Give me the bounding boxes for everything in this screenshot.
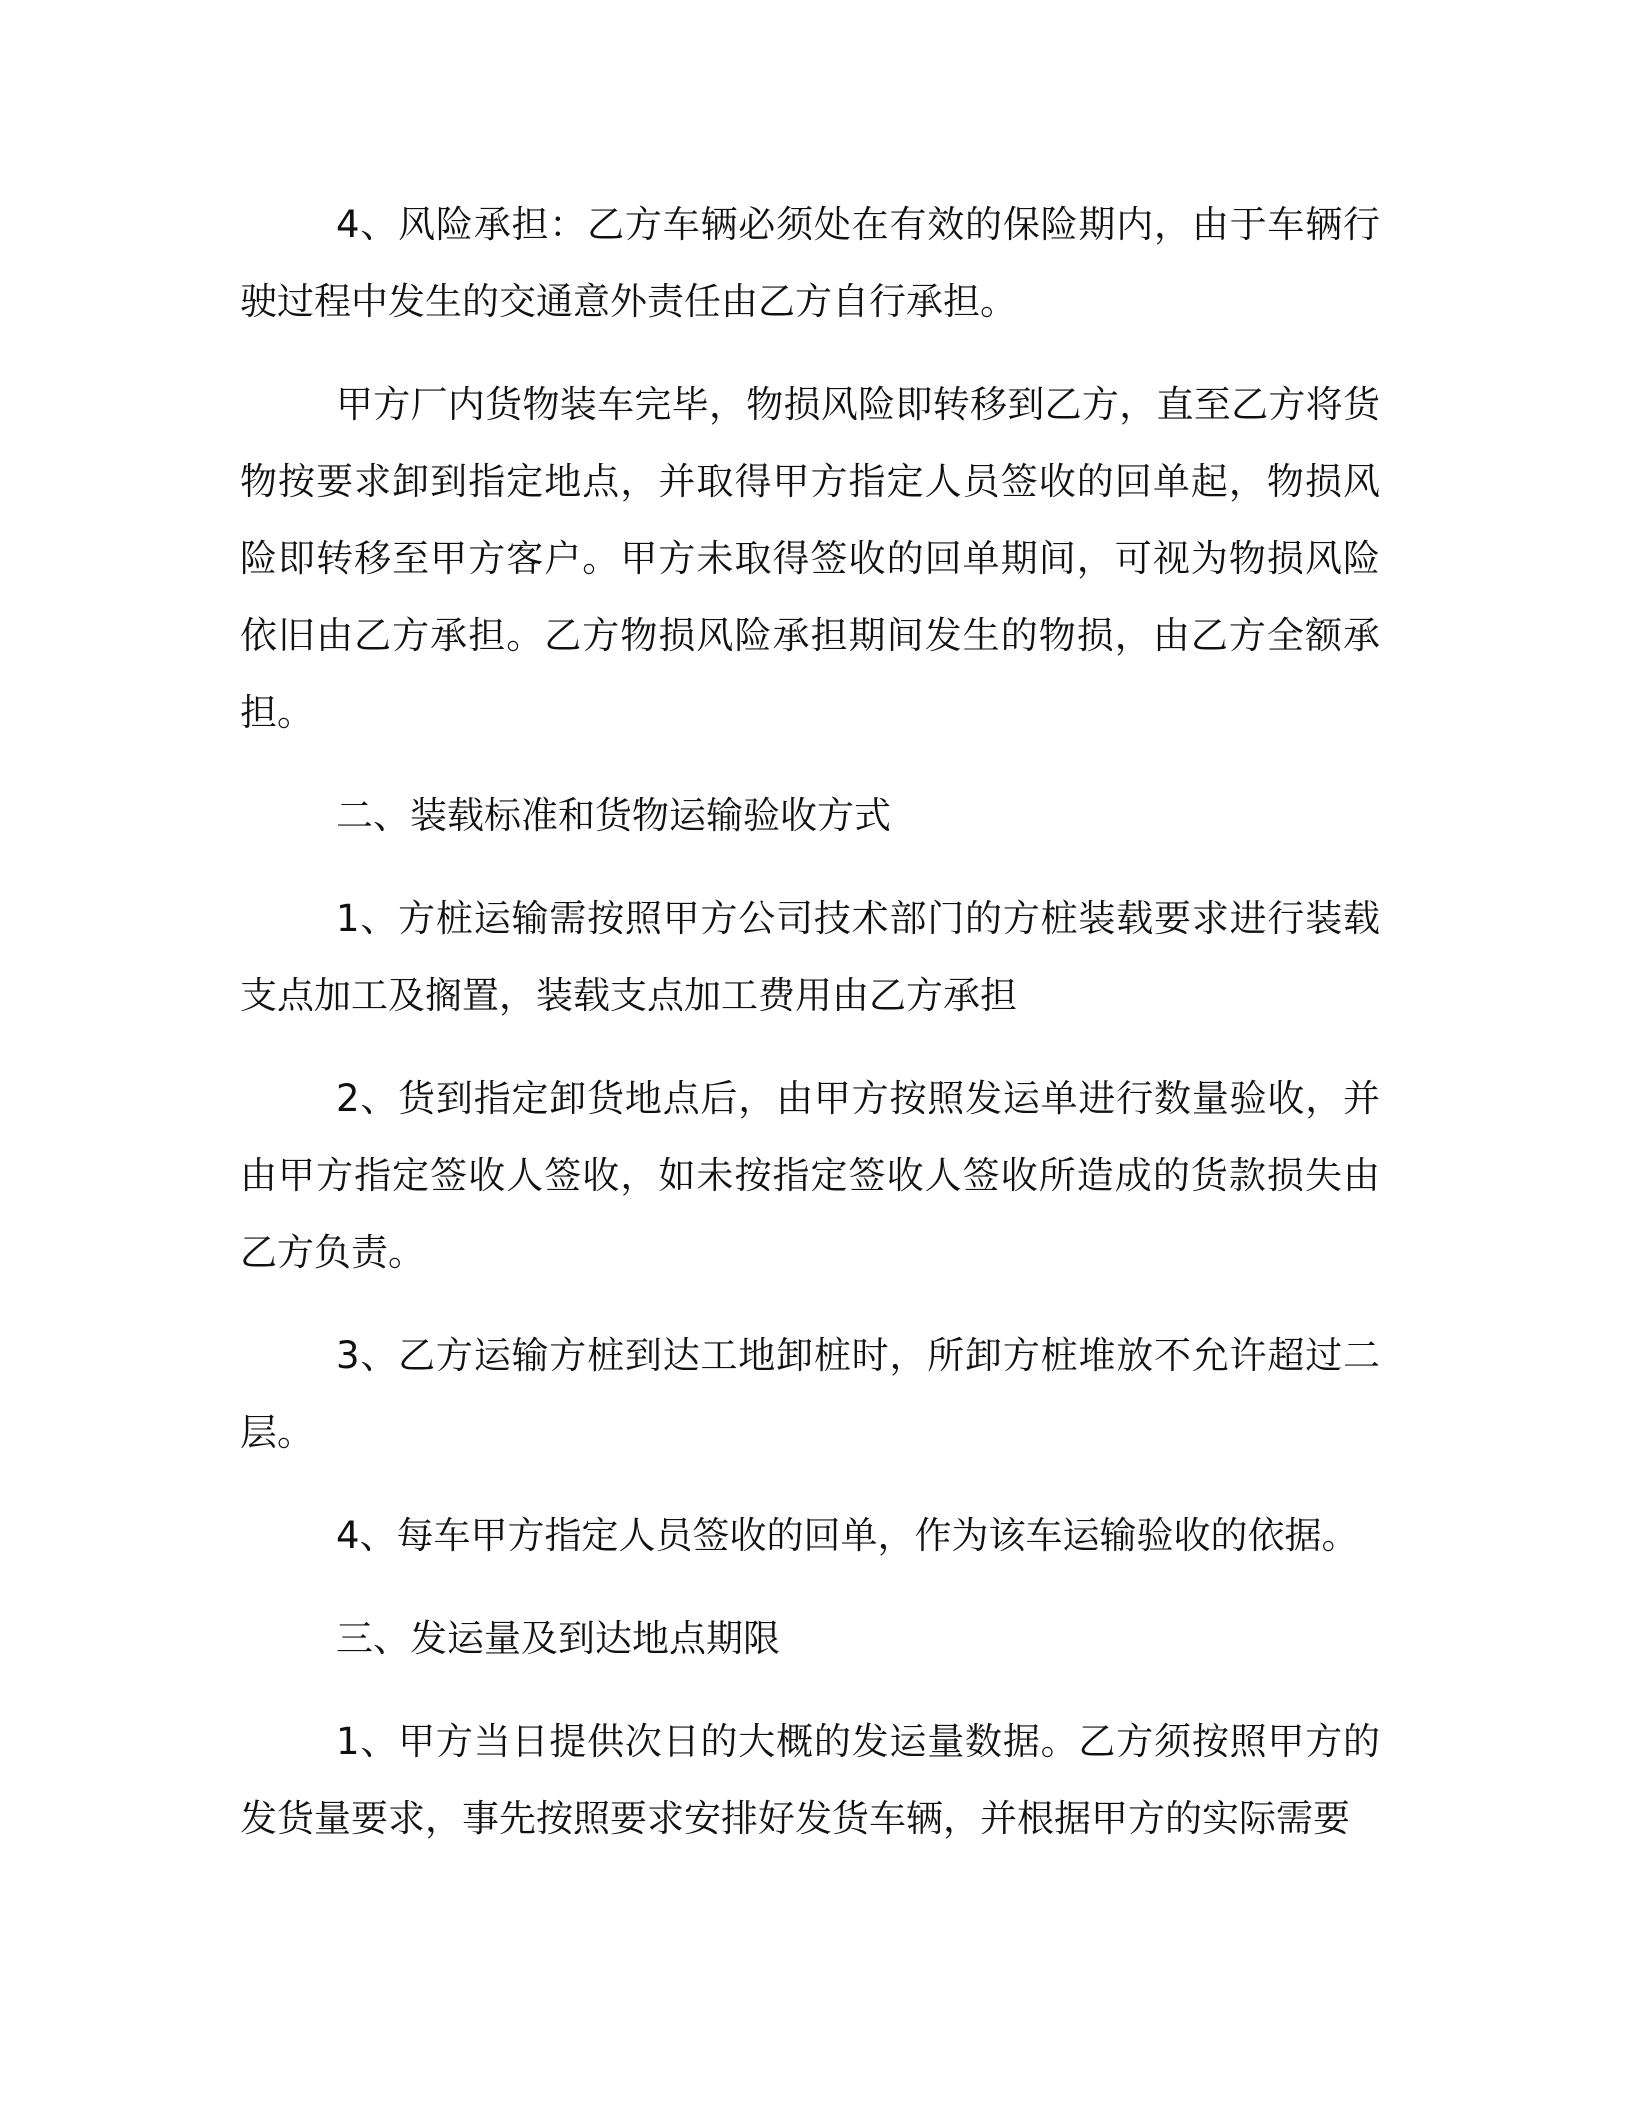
section-heading-shipment-volume: 三、发运量及到达地点期限 (336, 1617, 780, 1660)
clause-delivery-acceptance: 2、货到指定卸货地点后，由甲方按照发运单进行数量验收，并由甲方指定签收人签收，如未按指定签收人签收所造成的货款损失由乙方负责。 (240, 1077, 1380, 1274)
section-heading-loading-standards: 二、装载标准和货物运输验收方式 (336, 794, 891, 837)
clause-damage-risk-transfer: 甲方厂内货物装车完毕，物损风险即转移到乙方，直至乙方将货物按要求卸到指定地点，并取得甲方指定人员签收的回单起，物损风险即转移至甲方客户。甲方未取得签收的回单期间，可视为物损风险依旧由乙方承担。乙方物损风险承担期间发生的物损，由乙方全额承担。 (240, 383, 1380, 734)
clause-stacking-limit: 3、乙方运输方桩到达工地卸桩时，所卸方桩堆放不允许超过二层。 (240, 1334, 1380, 1454)
clause-daily-volume: 1、甲方当日提供次日的大概的发运量数据。乙方须按照甲方的发货量要求，事先按照要求安排好发货车辆，并根据甲方的实际需要 (240, 1720, 1380, 1840)
document-body (240, 186, 1380, 1883)
clause-receipt-basis: 4、每车甲方指定人员签收的回单，作为该车运输验收的依据。 (336, 1514, 1359, 1557)
clause-loading-requirements: 1、方桩运输需按照甲方公司技术部门的方桩装载要求进行装载支点加工及搁置，装载支点加工费用由乙方承担 (240, 897, 1380, 1017)
clause-risk-bearing: 4、风险承担：乙方车辆必须处在有效的保险期内，由于车辆行驶过程中发生的交通意外责任由乙方自行承担。 (240, 203, 1380, 323)
